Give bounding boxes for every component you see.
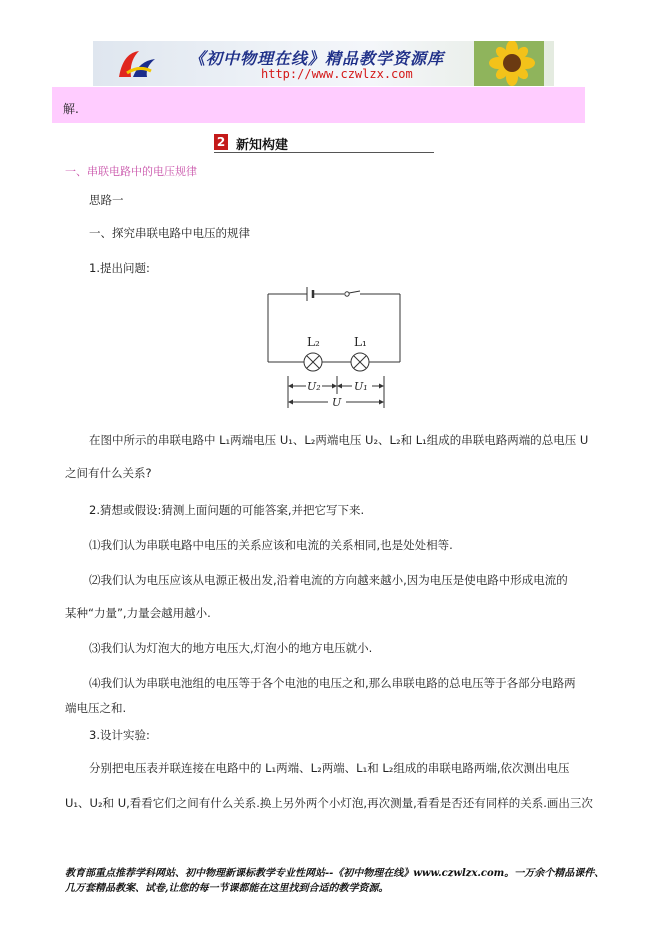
section-number: 2 bbox=[214, 134, 228, 150]
idea-label: 思路一 bbox=[89, 193, 124, 207]
voltage-u-total-label: U bbox=[332, 396, 342, 409]
guess-4-line1: ⑷我们认为串联电池组的电压等于各个电池的电压之和,那么串联电路的总电压等于各部分电路两 bbox=[89, 676, 576, 690]
section-title: 新知构建 bbox=[236, 138, 289, 153]
highlight-bar bbox=[52, 87, 585, 123]
guess-2-line2: 某种“力量”,力量会越用越小. bbox=[65, 606, 211, 620]
header-banner bbox=[93, 41, 554, 86]
para1-line1: 在图中所示的串联电路中 L₁两端电压 U₁、L₂两端电压 U₂、L₂和 L₁组成的串联电路两端的总电压 U bbox=[89, 433, 589, 447]
para1-line2: 之间有什么关系? bbox=[65, 466, 152, 480]
footer-line2: 几万套精品教案、试卷,让您的每一节课都能在这里找到合适的教学资源。 bbox=[65, 883, 389, 894]
step-1: 1.提出问题: bbox=[89, 261, 150, 275]
guess-2-line1: ⑵我们认为电压应该从电源正极出发,沿着电流的方向越来越小,因为电压是使电路中形成电流的 bbox=[89, 573, 568, 587]
guess-4-line2: 端电压之和. bbox=[65, 701, 127, 715]
para2-line2: U₁、U₂和 U,看看它们之间有什么关系.换上另外两个小灯泡,再次测量,看看是否还有同样的关系.画出三次 bbox=[65, 796, 593, 810]
sunflower-icon bbox=[474, 41, 544, 86]
step-2: 2.猜想或假设:猜测上面问题的可能答案,并把它写下来. bbox=[89, 503, 365, 517]
heading-series-voltage: 一、串联电路中的电压规律 bbox=[65, 165, 197, 178]
banner-title: 《初中物理在线》精品教学资源库 bbox=[189, 49, 445, 68]
section-header bbox=[214, 134, 434, 153]
step-3: 3.设计实验: bbox=[89, 728, 150, 742]
footer-line1: 教育部重点推荐学科网站、初中物理新课标教学专业性网站--《初中物理在线》www.czwlzx.com。一万余个精品课件、 bbox=[65, 868, 605, 879]
voltage-u1-label: U₁ bbox=[354, 380, 368, 393]
lamp-l2-label: L₂ bbox=[307, 335, 320, 349]
lamp-l1-label: L₁ bbox=[354, 335, 367, 349]
site-logo-icon bbox=[113, 47, 161, 81]
voltage-u2-label: U₂ bbox=[307, 380, 321, 393]
para2-line1: 分别把电压表并联连接在电路中的 L₁两端、L₂两端、L₁和 L₂组成的串联电路两端,依次测出电压 bbox=[89, 761, 570, 775]
banner-url[interactable]: http://www.czwlzx.com bbox=[261, 67, 413, 81]
sub-heading: 一、探究串联电路中电压的规律 bbox=[89, 226, 250, 240]
guess-1: ⑴我们认为串联电路中电压的关系应该和电流的关系相同,也是处处相等. bbox=[89, 538, 453, 552]
guess-3: ⑶我们认为灯泡大的地方电压大,灯泡小的地方电压就小. bbox=[89, 641, 373, 655]
circuit-diagram bbox=[262, 282, 407, 412]
top-fragment: 解. bbox=[63, 102, 79, 116]
